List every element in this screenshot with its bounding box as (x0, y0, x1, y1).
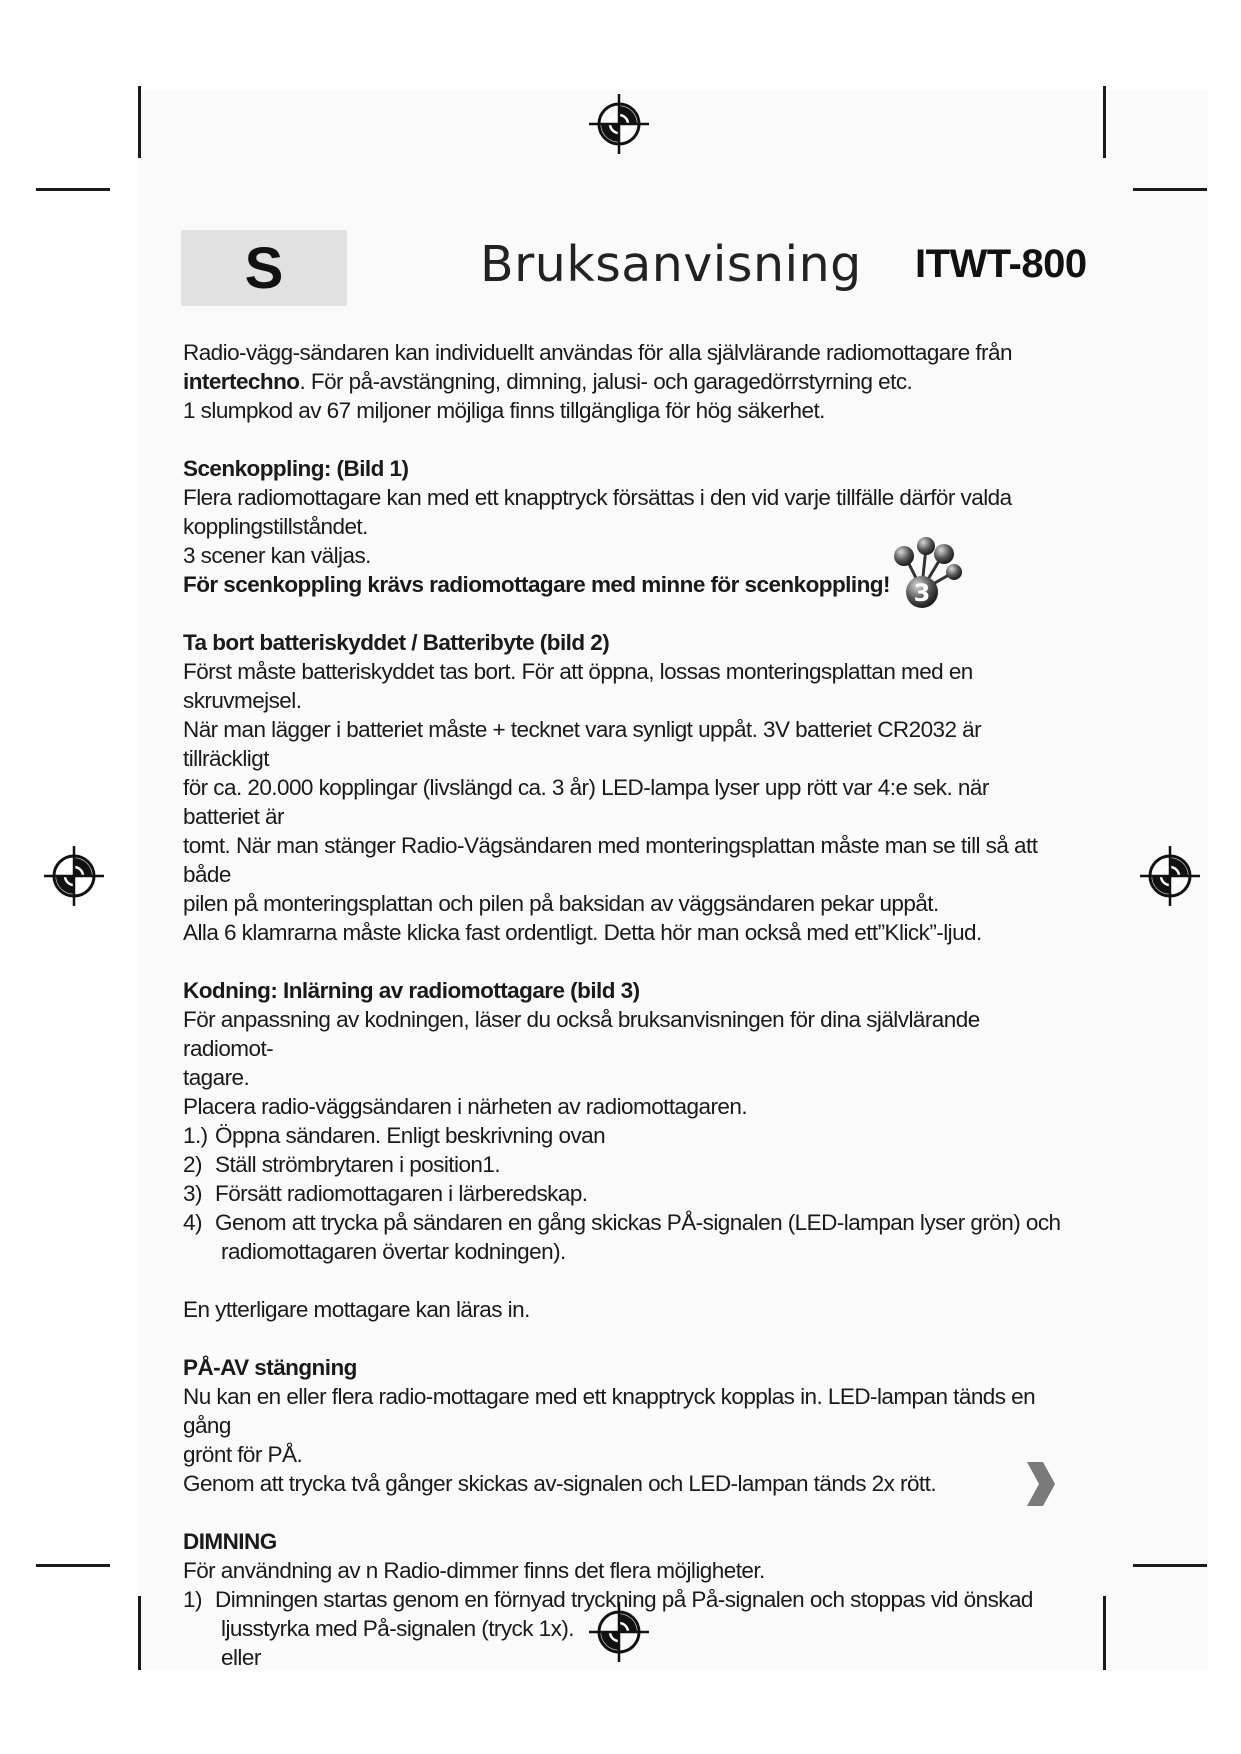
paragraph-line: 3 scener kan väljas. (183, 543, 371, 568)
coding-section (183, 976, 1063, 1324)
paragraph-line: Alla 6 klamrarna måste klicka fast ordentligt. Detta hör man också med ett”Klick”-ljud. (183, 920, 982, 945)
scene-balls-icon (884, 534, 964, 614)
paragraph-line: för ca. 20.000 kopplingar (livslängd ca. 3 år) LED-lampa lyser upp rött var 4:e sek. när batteriet är (183, 775, 989, 829)
paragraph-line: tagare. (183, 1065, 250, 1090)
paragraph-line: Placera radio-väggsändaren i närheten av radiomottagaren. (183, 1094, 748, 1119)
paragraph-line: tomt. När man stänger Radio-Vägsändaren med monteringsplattan måste man se till så att både (183, 833, 1038, 887)
list-number: 3) (183, 1181, 202, 1206)
paragraph-line: När man lägger i batteriet måste + tecknet vara synligt uppåt. 3V batteriet CR2032 är tillräckligt (183, 717, 982, 771)
next-page-arrow-icon[interactable] (1023, 1458, 1057, 1510)
section-heading: Scenkoppling: (Bild 1) (183, 456, 409, 481)
list-continuation: radiomottagaren övertar kodningen). (221, 1239, 566, 1264)
crop-mark (36, 188, 110, 191)
list-text: Ställ strömbrytaren i position1. (215, 1152, 501, 1177)
paragraph-line: För anpassning av kodningen, läser du också bruksanvisningen för dina självlärande radiomot- (183, 1007, 980, 1061)
intro-section (183, 338, 1063, 425)
paragraph-line: Genom att trycka två gånger skickas av-signalen och LED-lampan tänds 2x rött. (183, 1471, 937, 1496)
crop-mark (1133, 188, 1207, 191)
list-text: Försätt radiomottagaren i lärberedskap. (215, 1181, 588, 1206)
list-item (183, 1121, 1063, 1150)
list-text: Öppna sändaren. Enligt beskrivning ovan (215, 1123, 606, 1148)
paragraph-line: För användning av n Radio-dimmer finns det flera möjligheter. (183, 1558, 765, 1583)
list-number: 1.) (183, 1123, 208, 1148)
paragraph-line: Nu kan en eller flera radio-mottagare med ett knapptryck kopplas in. LED-lampan tänds en gång (183, 1384, 1036, 1438)
list-item (183, 1179, 1063, 1208)
model-number: ITWT-800 (915, 242, 1087, 286)
battery-section (183, 628, 1063, 947)
intro-line (183, 367, 1063, 396)
list-text: Dimningen startas genom en förnyad tryckning på På-signalen och stoppas vid önskad (215, 1587, 1033, 1612)
paragraph-line: kopplingstillståndet. (183, 514, 368, 539)
scene-note: För scenkoppling krävs radiomottagare med minne för scenkoppling! (183, 572, 890, 597)
list-number: 2) (183, 1152, 202, 1177)
registration-mark-icon (42, 844, 106, 908)
brand-name: intertechno (183, 369, 300, 394)
section-heading: DIMNING (183, 1529, 277, 1554)
list-number: 1) (183, 1587, 202, 1612)
paragraph-line: En ytterligare mottagare kan läras in. (183, 1297, 530, 1322)
paragraph-line: Flera radiomottagare kan med ett knapptryck försättas i den vid varje tillfälle därför valda (183, 485, 1012, 510)
language-badge: S (181, 230, 347, 306)
page-title: Bruksanvisning (480, 236, 862, 293)
section-heading: PÅ-AV stängning (183, 1355, 357, 1380)
crop-mark (1103, 86, 1106, 158)
intro-line: Radio-vägg-sändaren kan individuellt användas för alla självlärande radiomottagare från (183, 340, 1012, 365)
paragraph-line: grönt för PÅ. (183, 1442, 303, 1467)
list-continuation: ljusstyrka med På-signalen (tryck 1x). (221, 1616, 574, 1641)
crop-mark (138, 1596, 141, 1670)
crop-mark (1103, 1596, 1106, 1670)
list-item (183, 1208, 1063, 1237)
scene-icon-label: 3 (913, 579, 931, 607)
registration-mark-icon (587, 92, 651, 156)
crop-mark (138, 86, 141, 158)
list-item (183, 1150, 1063, 1179)
intro-line: 1 slumpkod av 67 miljoner möjliga finns tillgängliga för hög säkerhet. (183, 398, 825, 423)
crop-mark (36, 1564, 110, 1567)
list-item (183, 1585, 1063, 1614)
intro-text: . För på-avstängning, dimning, jalusi- och garagedörrstyrning etc. (299, 369, 913, 394)
list-number: 4) (183, 1210, 202, 1235)
list-text: Genom att trycka på sändaren en gång skickas PÅ-signalen (LED-lampan lyser grön) och (215, 1210, 1061, 1235)
crop-mark (1133, 1564, 1207, 1567)
paragraph-line: Först måste batteriskyddet tas bort. För att öppna, lossas monteringsplattan med en skruvmejsel. (183, 659, 973, 713)
section-heading: Ta bort batteriskyddet / Batteribyte (bild 2) (183, 630, 610, 655)
paragraph-line: pilen på monteringsplattan och pilen på baksidan av väggsändaren pekar uppåt. (183, 891, 939, 916)
dimming-section (183, 1527, 1063, 1672)
section-heading: Kodning: Inlärning av radiomottagare (bild 3) (183, 978, 640, 1003)
registration-mark-icon (1138, 844, 1202, 908)
list-continuation: eller (221, 1645, 261, 1670)
onoff-section (183, 1353, 1063, 1498)
